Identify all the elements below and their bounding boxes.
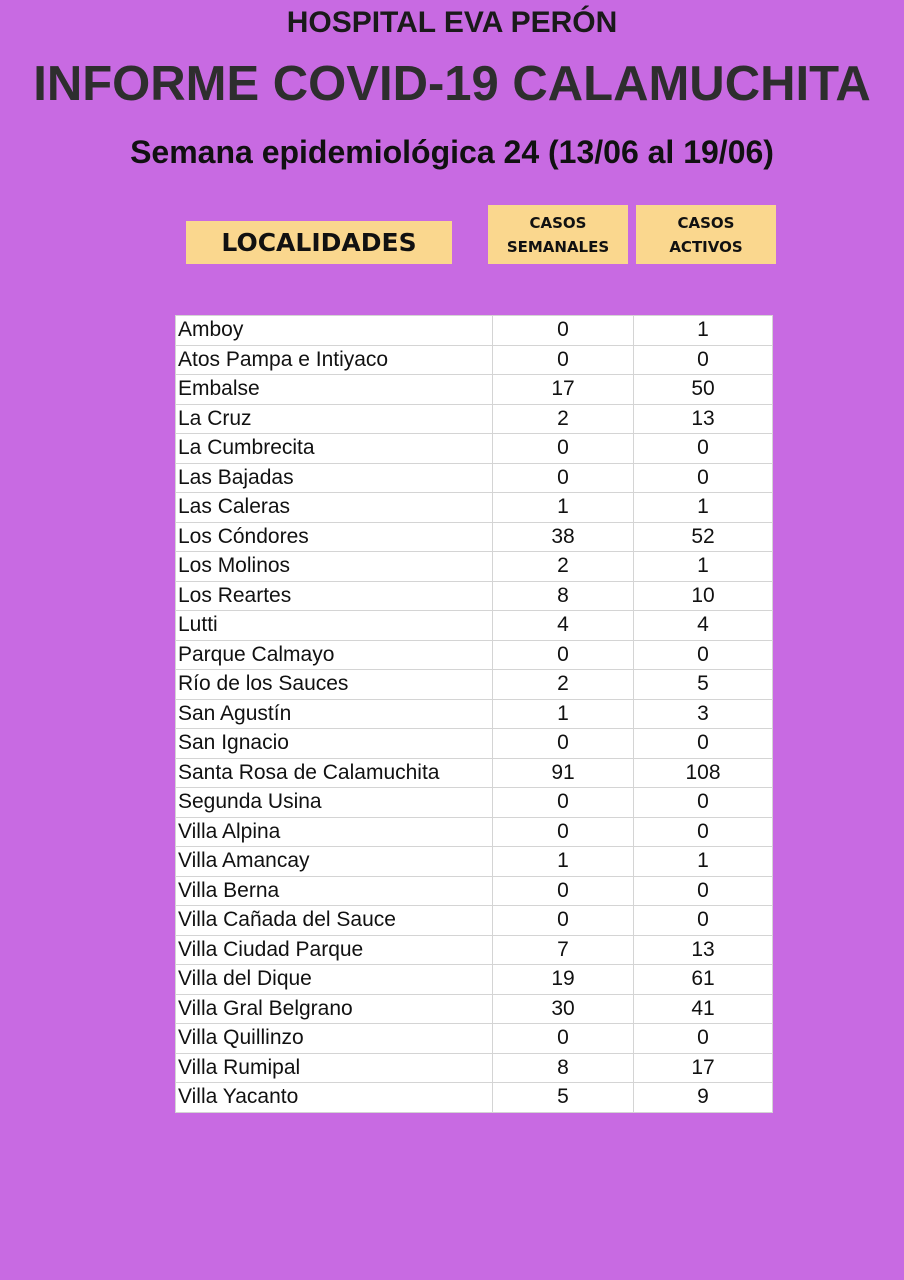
active-cases-cell: 9: [634, 1083, 773, 1113]
table-row: [176, 906, 773, 936]
weekly-cases-cell: 0: [493, 906, 634, 936]
active-cases-cell: 10: [634, 581, 773, 611]
locality-cell: Villa Quillinzo: [176, 1024, 493, 1054]
weekly-cases-cell: 0: [493, 345, 634, 375]
table-row: [176, 876, 773, 906]
locality-cell: Río de los Sauces: [176, 670, 493, 700]
locality-cell: Embalse: [176, 375, 493, 405]
weekly-cases-cell: 2: [493, 670, 634, 700]
report-title: INFORME COVID-19 CALAMUCHITA: [33, 57, 871, 111]
locality-cell: Villa Cañada del Sauce: [176, 906, 493, 936]
locality-cell: Villa Ciudad Parque: [176, 935, 493, 965]
table-row: [176, 1083, 773, 1113]
active-cases-cell: 5: [634, 670, 773, 700]
weekly-cases-cell: 0: [493, 788, 634, 818]
active-cases-cell: 0: [634, 345, 773, 375]
table-row: [176, 640, 773, 670]
weekly-cases-cell: 1: [493, 847, 634, 877]
weekly-cases-cell: 4: [493, 611, 634, 641]
table-row: [176, 965, 773, 995]
active-cases-cell: 0: [634, 788, 773, 818]
locality-cell: Villa Amancay: [176, 847, 493, 877]
weekly-cases-cell: 5: [493, 1083, 634, 1113]
header-line: CASOS: [677, 213, 735, 232]
table-row: [176, 552, 773, 582]
locality-cell: Villa del Dique: [176, 965, 493, 995]
table-row: [176, 316, 773, 346]
active-cases-cell: 1: [634, 316, 773, 346]
active-cases-cell: 0: [634, 463, 773, 493]
locality-cell: La Cumbrecita: [176, 434, 493, 464]
weekly-cases-cell: 1: [493, 699, 634, 729]
active-cases-cell: 0: [634, 817, 773, 847]
weekly-cases-cell: 0: [493, 434, 634, 464]
locality-cell: Los Cóndores: [176, 522, 493, 552]
table-row: [176, 994, 773, 1024]
weekly-cases-cell: 30: [493, 994, 634, 1024]
active-cases-cell: 0: [634, 1024, 773, 1054]
locality-cell: Segunda Usina: [176, 788, 493, 818]
locality-cell: La Cruz: [176, 404, 493, 434]
active-cases-cell: 61: [634, 965, 773, 995]
active-cases-cell: 52: [634, 522, 773, 552]
table-row: [176, 434, 773, 464]
locality-cell: Santa Rosa de Calamuchita: [176, 758, 493, 788]
active-cases-cell: 17: [634, 1053, 773, 1083]
active-cases-cell: 4: [634, 611, 773, 641]
weekly-cases-cell: 2: [493, 404, 634, 434]
active-cases-cell: 0: [634, 876, 773, 906]
locality-cell: Amboy: [176, 316, 493, 346]
weekly-cases-cell: 7: [493, 935, 634, 965]
table-row: [176, 817, 773, 847]
header-line: CASOS: [529, 213, 587, 232]
active-cases-cell: 0: [634, 434, 773, 464]
active-cases-cell: 13: [634, 404, 773, 434]
active-cases-cell: 1: [634, 847, 773, 877]
table-row: [176, 935, 773, 965]
locality-cell: Villa Gral Belgrano: [176, 994, 493, 1024]
table-row: [176, 699, 773, 729]
weekly-cases-cell: 0: [493, 729, 634, 759]
table-row: [176, 729, 773, 759]
active-cases-cell: 0: [634, 906, 773, 936]
table-row: [176, 581, 773, 611]
active-cases-cell: 41: [634, 994, 773, 1024]
weekly-cases-cell: 0: [493, 640, 634, 670]
weekly-cases-cell: 17: [493, 375, 634, 405]
active-cases-cell: 1: [634, 493, 773, 523]
active-cases-cell: 50: [634, 375, 773, 405]
weekly-cases-cell: 91: [493, 758, 634, 788]
weekly-cases-cell: 2: [493, 552, 634, 582]
locality-cell: Lutti: [176, 611, 493, 641]
locality-cell: San Agustín: [176, 699, 493, 729]
locality-cell: Villa Berna: [176, 876, 493, 906]
locality-cell: Los Reartes: [176, 581, 493, 611]
table-row: [176, 788, 773, 818]
weekly-cases-cell: 8: [493, 1053, 634, 1083]
locality-cell: Villa Rumipal: [176, 1053, 493, 1083]
table-row: [176, 1053, 773, 1083]
table-row: [176, 1024, 773, 1054]
locality-cell: Parque Calmayo: [176, 640, 493, 670]
table-row: [176, 463, 773, 493]
weekly-cases-cell: 38: [493, 522, 634, 552]
weekly-cases-cell: 0: [493, 1024, 634, 1054]
table-row: [176, 404, 773, 434]
weekly-cases-cell: 0: [493, 463, 634, 493]
active-cases-cell: 0: [634, 729, 773, 759]
active-cases-cell: 108: [634, 758, 773, 788]
active-cases-cell: 3: [634, 699, 773, 729]
weekly-cases-cell: 19: [493, 965, 634, 995]
header-line: SEMANALES: [506, 237, 610, 256]
active-cases-cell: 0: [634, 640, 773, 670]
cases-table: [175, 315, 773, 1113]
report-subtitle: Semana epidemiológica 24 (13/06 al 19/06): [130, 134, 774, 170]
weekly-cases-cell: 8: [493, 581, 634, 611]
locality-cell: Las Caleras: [176, 493, 493, 523]
table-row: [176, 493, 773, 523]
table-row: [176, 375, 773, 405]
weekly-cases-cell: 1: [493, 493, 634, 523]
weekly-cases-cell: 0: [493, 876, 634, 906]
weekly-cases-cell: 0: [493, 316, 634, 346]
column-header-casos-activos: [636, 205, 776, 264]
locality-cell: Los Molinos: [176, 552, 493, 582]
hospital-name: HOSPITAL EVA PERÓN: [286, 6, 618, 39]
locality-cell: Las Bajadas: [176, 463, 493, 493]
header-line: ACTIVOS: [669, 237, 743, 256]
table-row: [176, 847, 773, 877]
table-row: [176, 522, 773, 552]
locality-cell: Atos Pampa e Intiyaco: [176, 345, 493, 375]
table-row: [176, 611, 773, 641]
active-cases-cell: 1: [634, 552, 773, 582]
table-row: [176, 345, 773, 375]
table-row: [176, 758, 773, 788]
column-header-casos-semanales: [488, 205, 628, 264]
active-cases-cell: 13: [634, 935, 773, 965]
locality-cell: Villa Alpina: [176, 817, 493, 847]
column-header-localidades: LOCALIDADES: [186, 221, 452, 264]
table-row: [176, 670, 773, 700]
weekly-cases-cell: 0: [493, 817, 634, 847]
locality-cell: San Ignacio: [176, 729, 493, 759]
locality-cell: Villa Yacanto: [176, 1083, 493, 1113]
